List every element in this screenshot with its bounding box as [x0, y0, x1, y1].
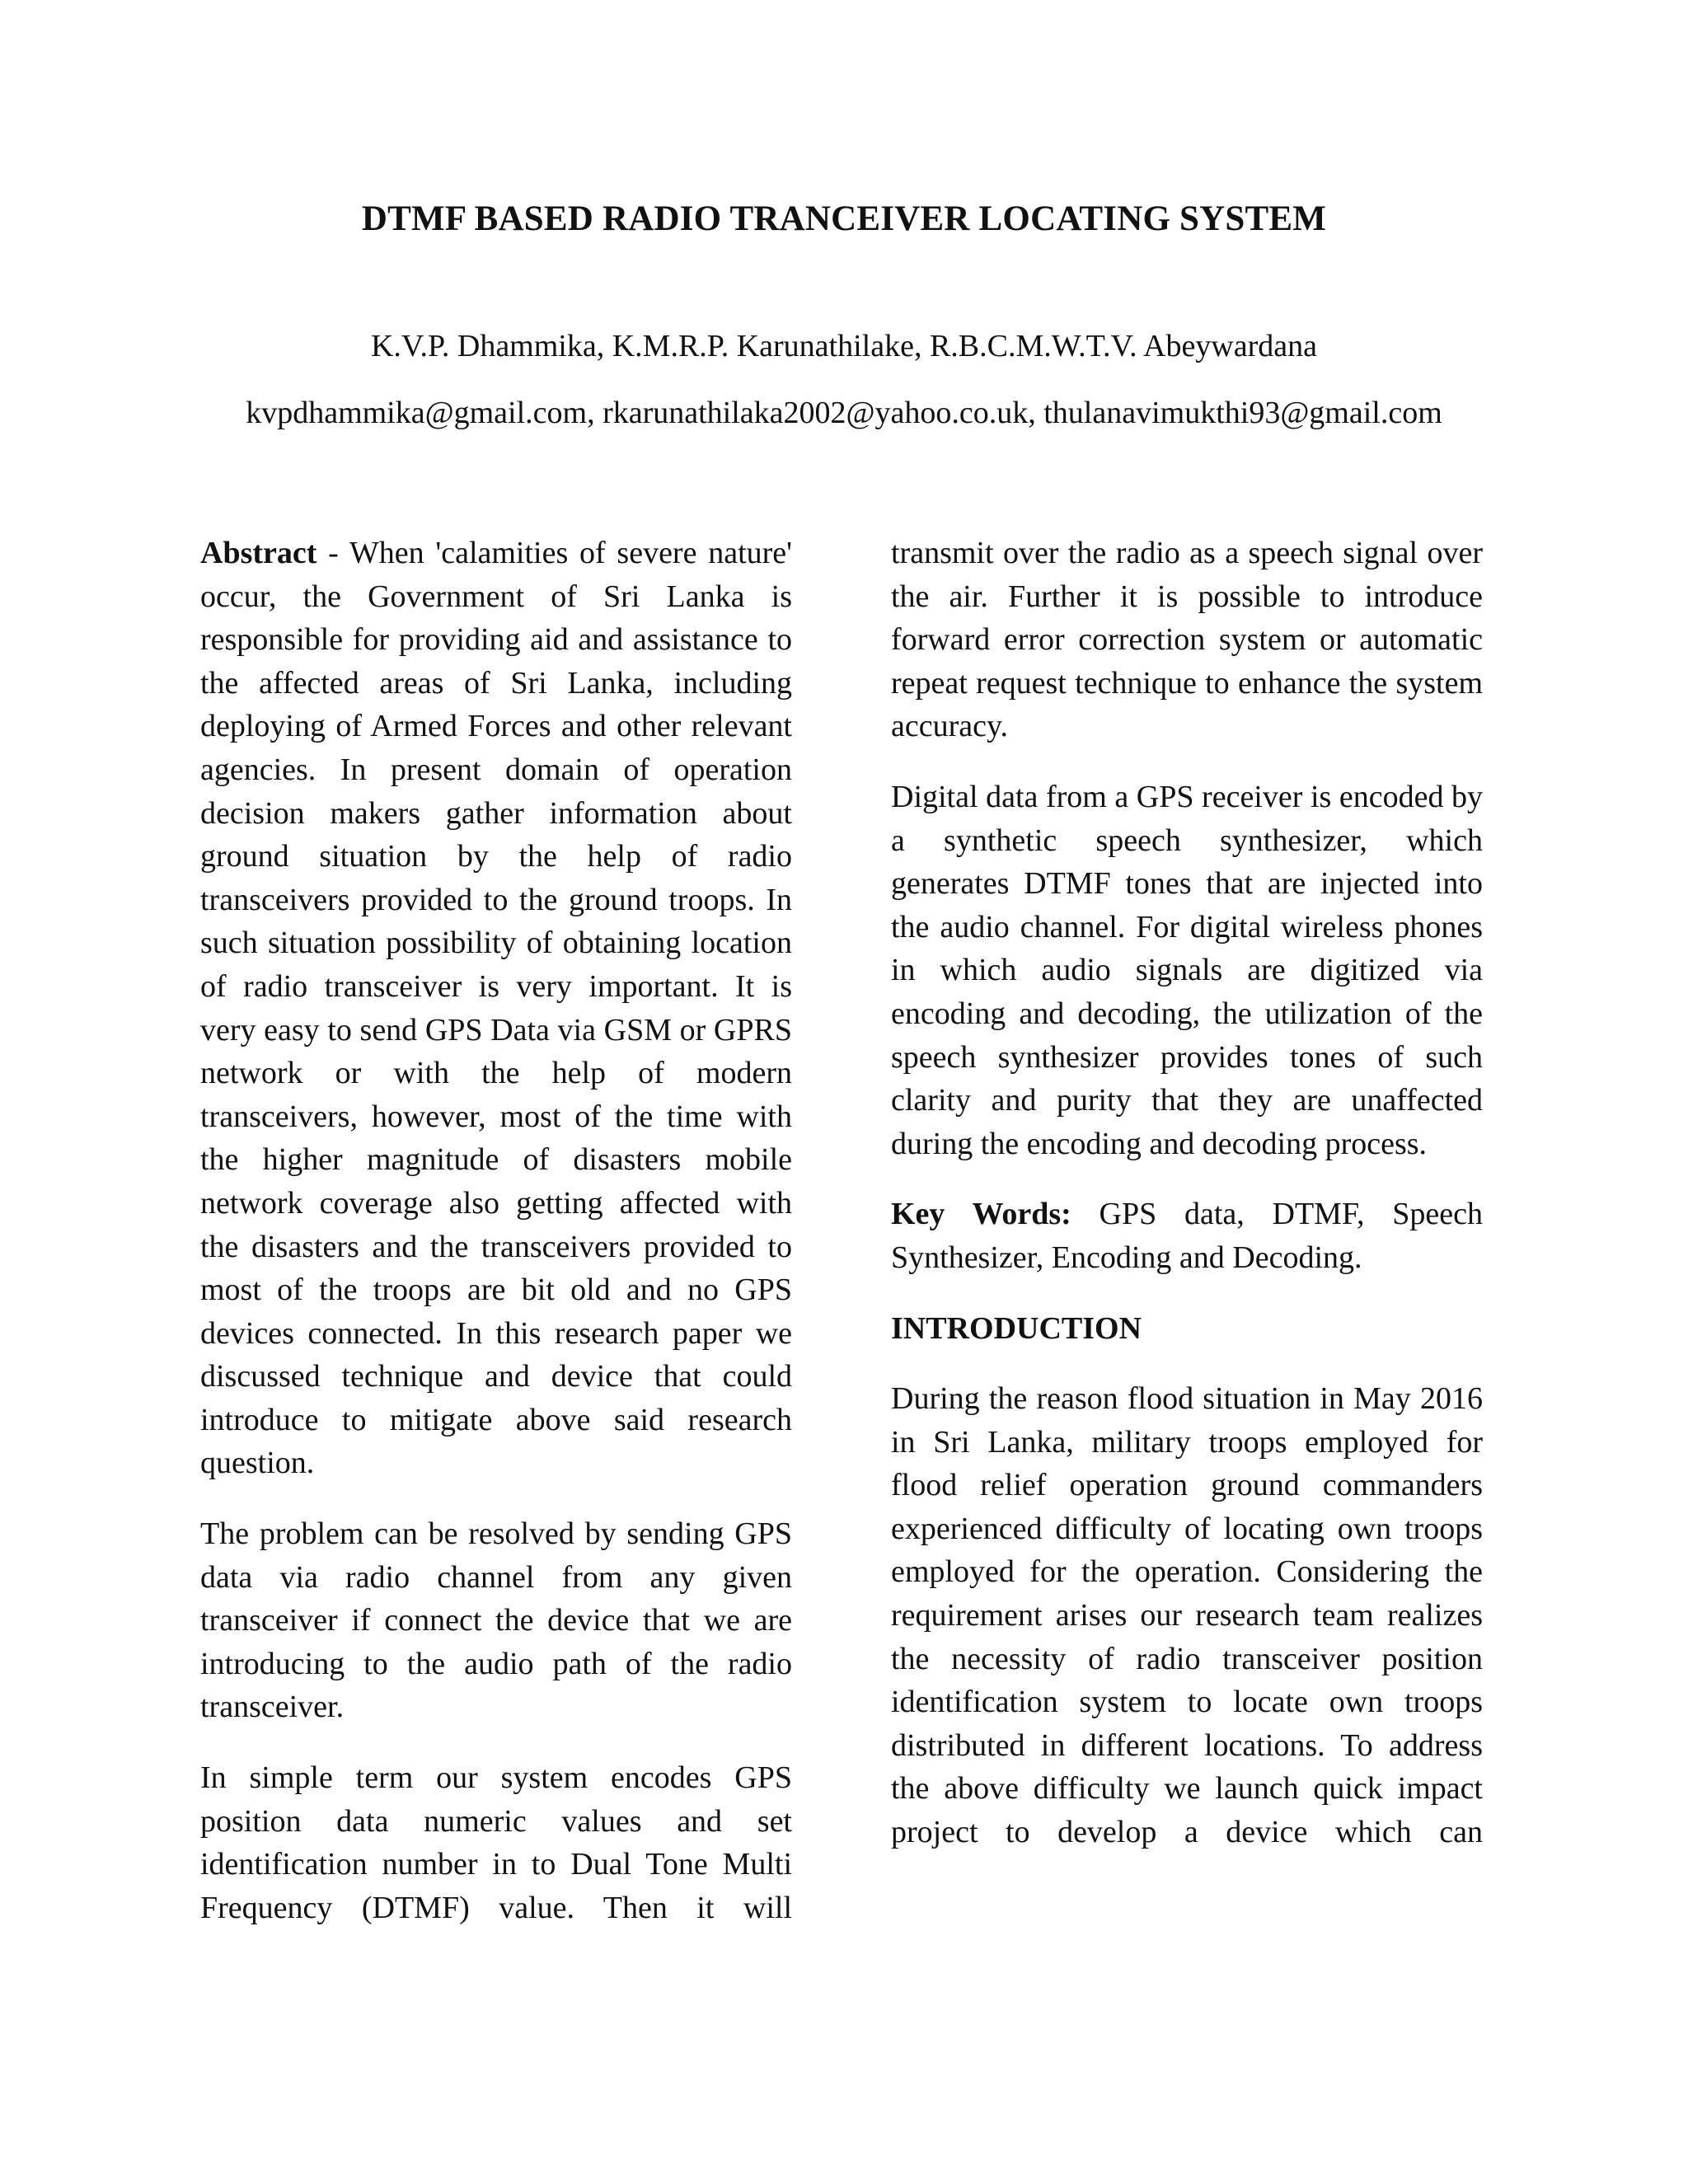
abstract-text: - When 'calamities of severe nature' occur, the Government of Sri Lanka is responsible for providing aid and assistance to the affected areas of Sri Lanka, including deploying of Armed Forces and other relevant agencies. In present domain of operation decision makers gather information about ground situation by the help of radio transceivers provided to the ground troops. In such situation possibility of obtaining location of radio transceiver is very important. It is very easy to send GPS Data via GSM or GPRS network or with the help of modern transceivers, however, most of the time with the higher magnitude of disasters mobile network coverage also getting affected with the disasters and the transceivers provided to most of the troops are bit old and no GPS devices connected. In this research paper we discussed technique and device that could introduce to mitigate above said research question. — [200, 536, 792, 1481]
introduction-heading: INTRODUCTION — [891, 1310, 1142, 1346]
simple-term-paragraph: In simple term our system encodes GPS position data numeric values and set identification number in to Dual Tone Multi Frequency (DTMF) value. Then it will — [200, 1760, 792, 1925]
introduction-paragraph: During the reason flood situation in May 2016 in Sri Lanka, military troops employed for flood relief operation ground commanders experienced difficulty of locating own troops employed for the operation. Considering the requirement arises our research team realizes the necessity of radio transceiver position identification system to locate own troops distributed in different locations. To address the above difficulty we launch quick impact project to develop a device which can — [891, 1381, 1483, 1850]
keywords-paragraph — [891, 1193, 1483, 1279]
author-emails: kvpdhammika@gmail.com, rkarunathilaka2002@yahoo.co.uk, thulanavimukthi93@gmail.com — [246, 396, 1442, 430]
paper-title: DTMF BASED RADIO TRANCEIVER LOCATING SYSTEM — [361, 199, 1327, 238]
left-column — [200, 532, 792, 1957]
abstract-paragraph — [200, 532, 792, 1485]
problem-paragraph: The problem can be resolved by sending GPS data via radio channel from any given transceiver if connect the device that we are introducing to the audio path of the radio transceiver. — [200, 1516, 792, 1725]
keywords-text: GPS data, DTMF, Speech Synthesizer, Encoding and Decoding. — [891, 1197, 1483, 1275]
digital-data-paragraph: Digital data from a GPS receiver is encoded by a synthetic speech synthesizer, which generates DTMF tones that are injected into the audio channel. For digital wireless phones in which audio signals are digitized via encoding and decoding, the utilization of the speech synthesizer provides tones of such clarity and purity that they are unaffected during the encoding and decoding process. — [891, 779, 1483, 1161]
transmit-paragraph: transmit over the radio as a speech signal over the air. Further it is possible to introduce forward error correction system or automatic repeat request technique to enhance the system accuracy. — [891, 536, 1483, 744]
abstract-label: Abstract — [200, 536, 317, 570]
right-column — [891, 532, 1483, 1882]
keywords-label: Key Words: — [891, 1197, 1071, 1232]
author-list: K.V.P. Dhammika, K.M.R.P. Karunathilake, R.B.C.M.W.T.V. Abeywardana — [370, 329, 1318, 363]
